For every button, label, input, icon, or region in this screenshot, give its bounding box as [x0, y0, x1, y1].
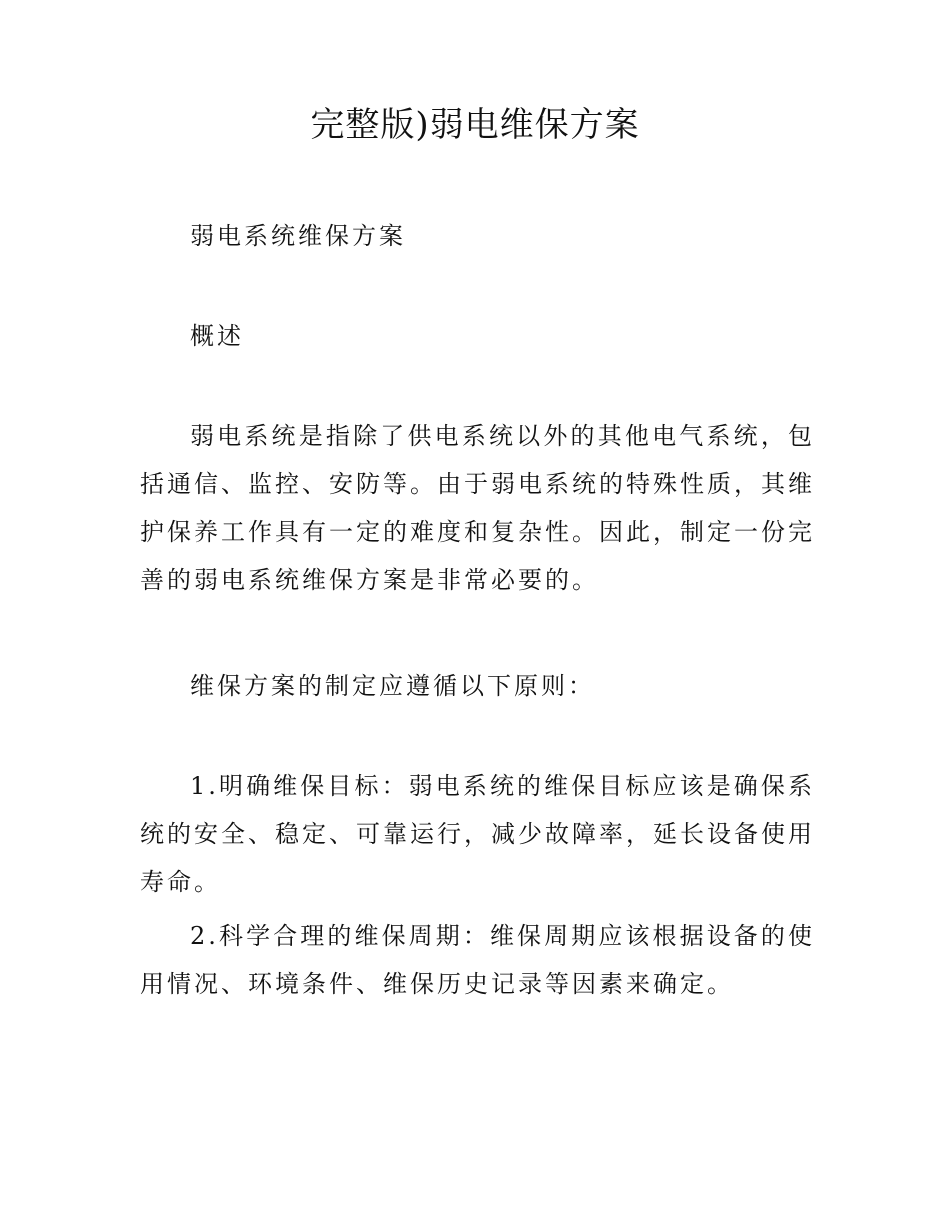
- principles-lead-paragraph: 维保方案的制定应遵循以下原则：: [190, 672, 595, 700]
- intro-paragraph: 弱电系统是指除了供电系统以外的其他电气系统，包括通信、监控、安防等。由于弱电系统的特殊性质，其维护保养工作具有一定的难度和复杂性。因此，制定一份完善的弱电系统维保方案是非常必要的。: [140, 422, 815, 594]
- overview-heading: 概述: [190, 322, 244, 350]
- section-subtitle: 弱电系统维保方案: [190, 222, 406, 250]
- document-title: 完整版)弱电维保方案: [310, 105, 640, 145]
- principle-item-1: 1.明确维保目标：弱电系统的维保目标应该是确保系统的安全、稳定、可靠运行，减少故障率，延长设备使用寿命。: [140, 772, 815, 896]
- principle-item-2: 2.科学合理的维保周期：维保周期应该根据设备的使用情况、环境条件、维保历史记录等因素来确定。: [140, 922, 815, 998]
